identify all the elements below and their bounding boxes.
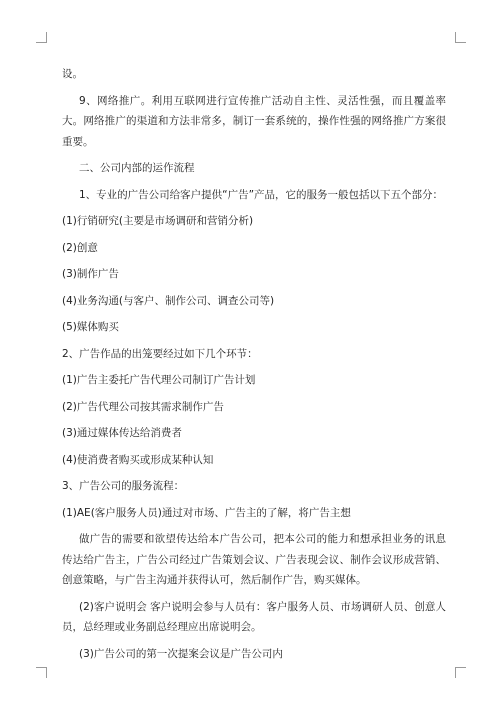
- list-item: (5)媒体购买: [62, 321, 119, 333]
- document-body: [62, 64, 446, 670]
- crop-mark-bottom-left: [36, 667, 47, 678]
- list-item: (1)广告主委托广告代理公司制订广告计划: [62, 374, 256, 386]
- list-item: (2)创意: [62, 241, 98, 254]
- paragraph: 2、广告作品的出笼要经过如下几个环节：: [62, 347, 258, 360]
- list-item: (3)广告公司的第一次提案会议是广告公司内: [79, 647, 283, 660]
- list-item: (4)使消费者购买或形成某种认知: [62, 453, 214, 466]
- crop-mark-top-right: [455, 32, 466, 43]
- paragraph: 做广告的需要和欲望传达给本广告公司，把本公司的能力和想承担业务的讯息传达给广告主，广告公司经过广告策划会议、广告表现会议、制作会议形成营销、创意策略，与广告主沟通并获得认可，然后制作广告，购买媒体。: [62, 533, 446, 586]
- paragraph: 9、网络推广。利用互联网进行宣传推广活动自主性、灵活性强，而且覆盖率大。网络推广的渠道和方法非常多，制订一套系统的，操作性强的网络推广方案很重要。: [62, 94, 446, 148]
- list-item: (1)AE(客户服务人员)通过对市场、广告主的了解，将广告主想: [62, 506, 351, 519]
- section-heading: 二、公司内部的运作流程: [79, 162, 195, 174]
- list-item: (3)通过媒体传达给消费者: [62, 427, 182, 439]
- list-item: (4)业务沟通(与客户、制作公司、调查公司等): [62, 294, 275, 307]
- crop-mark-bottom-right: [455, 667, 466, 678]
- paragraph: 设。: [62, 68, 83, 80]
- crop-mark-top-left: [36, 32, 47, 43]
- paragraph: 3、广告公司的服务流程：: [62, 480, 185, 492]
- list-item: (1)行销研究(主要是市场调研和营销分析): [62, 215, 254, 227]
- list-item: (2)广告代理公司按其需求制作广告: [62, 400, 224, 413]
- paragraph: 1、专业的广告公司给客户提供“广告”产品，它的服务一般包括以下五个部分：: [79, 188, 444, 201]
- list-item: (2)客户说明会 客户说明会参与人员有：客户服务人员、市场调研人员、创意人员，总经理或业务副总经理应出席说明会。: [62, 600, 446, 633]
- list-item: (3)制作广告: [62, 268, 119, 280]
